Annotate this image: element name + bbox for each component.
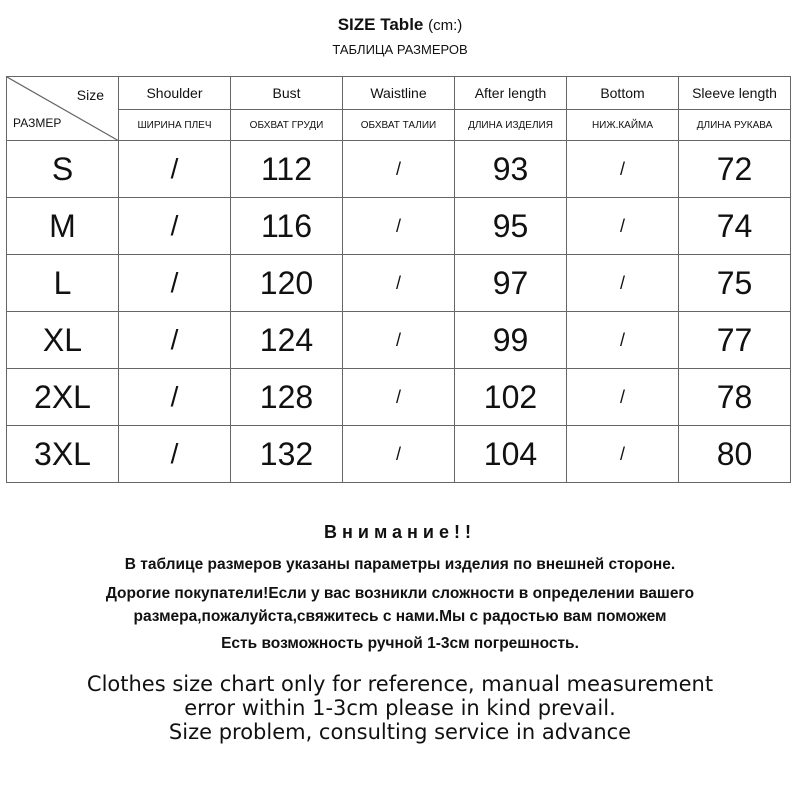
bottom-cell: / xyxy=(567,198,679,255)
size-cell: S xyxy=(7,141,119,198)
size-cell: M xyxy=(7,198,119,255)
waist-cell: / xyxy=(343,369,455,426)
sleeve-cell: 75 xyxy=(679,255,791,312)
header-waistline: Waistline xyxy=(343,77,455,110)
bust-cell: 124 xyxy=(231,312,343,369)
title-block xyxy=(0,14,800,59)
sleeve-cell: 72 xyxy=(679,141,791,198)
size-cell: XL xyxy=(7,312,119,369)
bottom-cell: / xyxy=(567,312,679,369)
size-cell: 2XL xyxy=(7,369,119,426)
shoulder-cell: / xyxy=(119,369,231,426)
waist-cell: / xyxy=(343,312,455,369)
header-sleeve-length: Sleeve length xyxy=(679,77,791,110)
page-subtitle: ТАБЛИЦА РАЗМЕРОВ xyxy=(332,42,468,57)
table-row xyxy=(7,312,791,369)
waist-cell: / xyxy=(343,255,455,312)
waist-cell: / xyxy=(343,198,455,255)
header-bust: Bust xyxy=(231,77,343,110)
shoulder-cell: / xyxy=(119,198,231,255)
header-sleeve-length-ru: ДЛИНА РУКАВА xyxy=(679,110,791,141)
waist-cell: / xyxy=(343,141,455,198)
length-cell: 93 xyxy=(455,141,567,198)
sleeve-cell: 77 xyxy=(679,312,791,369)
table-row xyxy=(7,141,791,198)
length-cell: 99 xyxy=(455,312,567,369)
bottom-cell: / xyxy=(567,255,679,312)
table-header-row-en xyxy=(7,77,791,110)
length-cell: 95 xyxy=(455,198,567,255)
bottom-cell: / xyxy=(567,426,679,483)
header-after-length: After length xyxy=(455,77,567,110)
corner-ru-label: РАЗМЕР xyxy=(13,116,62,130)
bust-cell: 132 xyxy=(231,426,343,483)
header-shoulder-ru: ШИРИНА ПЛЕЧ xyxy=(119,110,231,141)
header-shoulder: Shoulder xyxy=(119,77,231,110)
header-bottom-ru: НИЖ.КАЙМА xyxy=(567,110,679,141)
bust-cell: 128 xyxy=(231,369,343,426)
bust-cell: 120 xyxy=(231,255,343,312)
header-bust-ru: ОБХВАТ ГРУДИ xyxy=(231,110,343,141)
header-bottom: Bottom xyxy=(567,77,679,110)
table-row xyxy=(7,426,791,483)
sleeve-cell: 80 xyxy=(679,426,791,483)
table-row xyxy=(7,198,791,255)
length-cell: 97 xyxy=(455,255,567,312)
table-header-row-ru xyxy=(7,110,791,141)
table-corner-cell xyxy=(7,77,119,141)
waist-cell: / xyxy=(343,426,455,483)
page-title xyxy=(0,14,800,37)
title-text: SIZE Table xyxy=(337,15,424,34)
sleeve-cell: 74 xyxy=(679,198,791,255)
shoulder-cell: / xyxy=(119,141,231,198)
notice-ru-line: размера,пожалуйста,свяжитесь с нами.Мы с радостью вам поможем xyxy=(133,608,667,625)
header-after-length-ru: ДЛИНА ИЗДЕЛИЯ xyxy=(455,110,567,141)
table-row xyxy=(7,369,791,426)
notice-ru-line: Есть возможность ручной 1-3см погрешность. xyxy=(221,635,579,652)
length-cell: 104 xyxy=(455,426,567,483)
corner-size-label: Size xyxy=(76,87,104,103)
size-table xyxy=(6,76,791,483)
bottom-cell: / xyxy=(567,369,679,426)
sleeve-cell: 78 xyxy=(679,369,791,426)
notice-en-line: Size problem, consulting service in advance xyxy=(168,720,632,744)
table-row xyxy=(7,255,791,312)
bust-cell: 116 xyxy=(231,198,343,255)
bottom-cell: / xyxy=(567,141,679,198)
size-cell: 3XL xyxy=(7,426,119,483)
shoulder-cell: / xyxy=(119,255,231,312)
notice-en-line: error within 1-3cm please in kind prevail. xyxy=(184,696,616,720)
bust-cell: 112 xyxy=(231,141,343,198)
shoulder-cell: / xyxy=(119,312,231,369)
notice-en-line: Clothes size chart only for reference, manual measurement xyxy=(86,672,714,696)
notice-ru-line: В таблице размеров указаны параметры изделия по внешней стороне. xyxy=(124,556,676,573)
notice-title: Внимание!! xyxy=(324,522,476,542)
length-cell: 102 xyxy=(455,369,567,426)
header-waistline-ru: ОБХВАТ ТАЛИИ xyxy=(343,110,455,141)
title-unit: (cm:) xyxy=(428,17,463,34)
size-cell: L xyxy=(7,255,119,312)
shoulder-cell: / xyxy=(119,426,231,483)
notice-ru-line: Дорогие покупатели!Если у вас возникли сложности в определении вашего xyxy=(105,585,695,602)
